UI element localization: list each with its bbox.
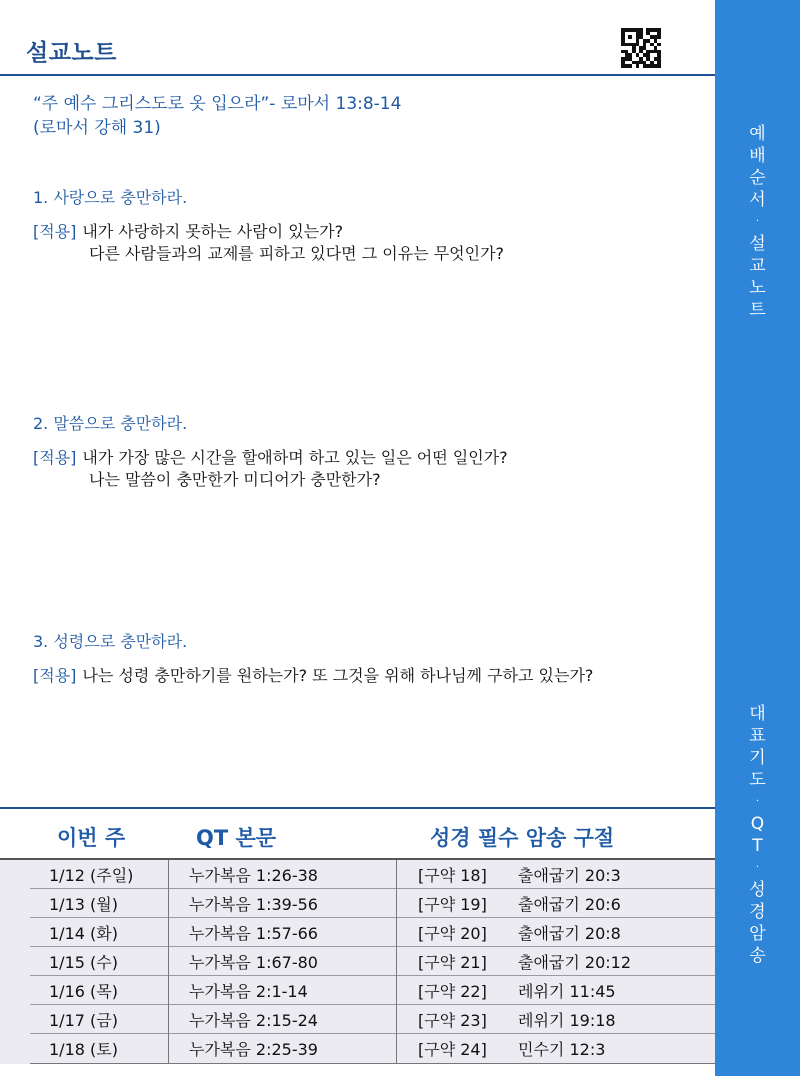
sidebar-char: · — [755, 796, 760, 807]
memory-verse-cell: 민수기 12:3 — [518, 1040, 606, 1059]
header-divider — [0, 74, 715, 76]
qt-passage-cell: 누가복음 1:39-56 — [189, 895, 318, 914]
date-cell: 1/14 (화) — [49, 924, 118, 943]
point-3 — [33, 631, 703, 687]
point-heading: 2. 말씀으로 충만하라. — [33, 414, 188, 433]
date-cell: 1/12 (주일) — [49, 866, 134, 885]
sidebar-char: 대 — [749, 704, 766, 724]
date-cell: 1/15 (수) — [49, 953, 118, 972]
date-cell: 1/17 (금) — [49, 1011, 118, 1030]
date-cell: 1/18 (토) — [49, 1040, 118, 1059]
qt-passage-cell: 누가복음 2:1-14 — [189, 982, 308, 1001]
sermon-subtitle: (로마서 강해 31) — [33, 118, 161, 138]
sidebar-char: · — [755, 216, 760, 227]
column-divider — [168, 860, 169, 1064]
table-row — [0, 1034, 715, 1063]
memory-code-cell: [구약 24] — [418, 1040, 487, 1059]
sidebar — [715, 0, 800, 1076]
memory-verse-cell: 출애굽기 20:6 — [518, 895, 621, 914]
sidebar-label-worship-sermon — [715, 123, 800, 321]
qt-passage-cell: 누가복음 1:67-80 — [189, 953, 318, 972]
application-tag: [적용] — [33, 222, 77, 241]
date-cell: 1/13 (월) — [49, 895, 118, 914]
schedule-table — [0, 860, 715, 1064]
page-title: 설교노트 — [26, 40, 117, 66]
qt-passage-cell: 누가복음 1:26-38 — [189, 866, 318, 885]
table-bottom-divider — [30, 1063, 715, 1064]
sidebar-char: 순 — [749, 168, 766, 188]
column-header-week: 이번 주 — [57, 826, 126, 850]
point-heading: 1. 사랑으로 충만하라. — [33, 188, 188, 207]
sidebar-char: · — [755, 862, 760, 873]
memory-code-cell: [구약 23] — [418, 1011, 487, 1030]
table-row — [0, 860, 715, 889]
memory-code-cell: [구약 22] — [418, 982, 487, 1001]
sidebar-char: T — [752, 836, 763, 856]
memory-verse-cell: 레위기 19:18 — [518, 1011, 616, 1030]
column-divider — [396, 860, 397, 1064]
memory-verse-cell: 출애굽기 20:12 — [518, 953, 632, 972]
sidebar-char: 트 — [749, 300, 766, 320]
sidebar-char: 교 — [749, 256, 766, 276]
column-header-qt: QT 본문 — [196, 826, 277, 850]
sidebar-char: 배 — [749, 146, 766, 166]
table-row — [0, 947, 715, 976]
memory-code-cell: [구약 20] — [418, 924, 487, 943]
sidebar-char: 기 — [749, 748, 766, 768]
memory-verse-cell: 출애굽기 20:8 — [518, 924, 621, 943]
qr-code-icon — [619, 26, 663, 70]
memory-verse-cell: 레위기 11:45 — [518, 982, 616, 1001]
qt-passage-cell: 누가복음 1:57-66 — [189, 924, 318, 943]
qt-passage-cell: 누가복음 2:15-24 — [189, 1011, 318, 1030]
date-cell: 1/16 (목) — [49, 982, 118, 1001]
memory-code-cell: [구약 21] — [418, 953, 487, 972]
table-row — [0, 918, 715, 947]
sidebar-char: Q — [750, 814, 765, 834]
sidebar-label-prayer-qt-memory — [715, 703, 800, 967]
sidebar-char: 설 — [749, 234, 766, 254]
memory-code-cell: [구약 18] — [418, 866, 487, 885]
memory-code-cell: [구약 19] — [418, 895, 487, 914]
application-question: 나는 성령 충만하기를 원하는가? 또 그것을 위해 하나님께 구하고 있는가? — [82, 666, 594, 685]
point-2 — [33, 413, 703, 491]
sidebar-char: 표 — [749, 726, 766, 746]
application-question: 나는 말씀이 충만한가 미디어가 충만한가? — [89, 470, 381, 489]
memory-verse-cell: 출애굽기 20:3 — [518, 866, 621, 885]
sidebar-char: 예 — [749, 124, 766, 144]
application-question: 내가 가장 많은 시간을 할애하며 하고 있는 일은 어떤 일인가? — [82, 448, 508, 467]
application-tag: [적용] — [33, 666, 77, 685]
sidebar-char: 성 — [749, 880, 766, 900]
table-row — [0, 1005, 715, 1034]
table-top-divider — [0, 807, 715, 809]
sidebar-char: 도 — [749, 770, 766, 790]
application-question: 내가 사랑하지 못하는 사람이 있는가? — [82, 222, 344, 241]
point-1 — [33, 187, 703, 265]
column-header-memory-verse: 성경 필수 암송 구절 — [430, 826, 615, 850]
table-row — [0, 976, 715, 1005]
sermon-title: “주 예수 그리스도로 옷 입으라”- 로마서 13:8-14 — [33, 94, 402, 114]
sidebar-char: 경 — [749, 902, 766, 922]
qt-passage-cell: 누가복음 2:25-39 — [189, 1040, 318, 1059]
application-tag: [적용] — [33, 448, 77, 467]
sidebar-char: 서 — [749, 190, 766, 210]
sidebar-char: 노 — [749, 278, 766, 298]
sidebar-char: 암 — [749, 924, 766, 944]
table-row — [0, 889, 715, 918]
sidebar-char: 송 — [749, 946, 766, 966]
point-heading: 3. 성령으로 충만하라. — [33, 632, 188, 651]
application-question: 다른 사람들과의 교제를 피하고 있다면 그 이유는 무엇인가? — [89, 244, 505, 263]
